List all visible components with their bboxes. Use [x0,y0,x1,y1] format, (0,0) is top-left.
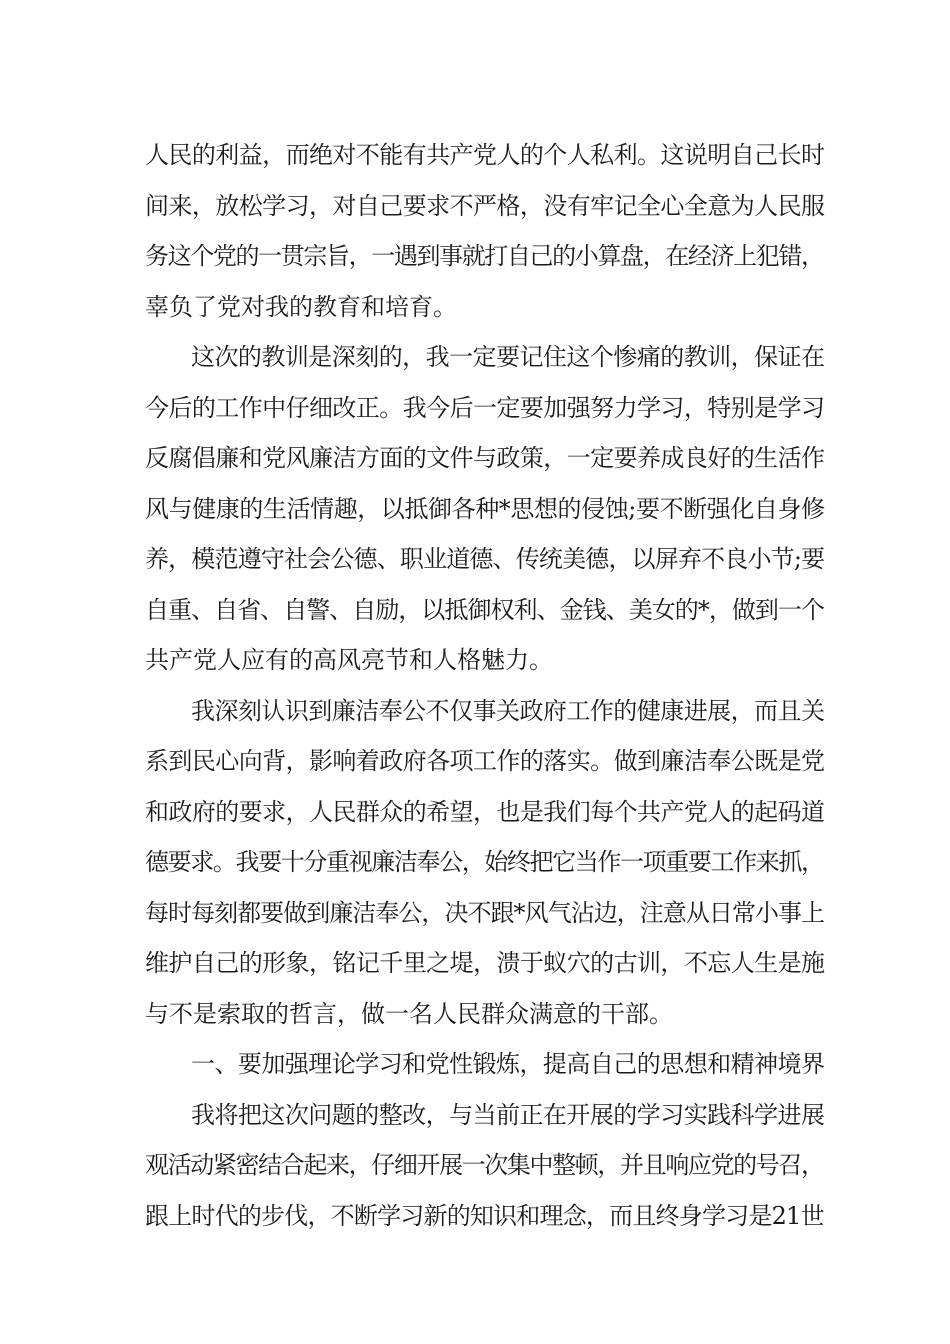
text-line: 共产党人应有的高风亮节和人格魅力。 [145,646,553,674]
paragraph-first-line: 我深刻认识到廉洁奉公不仅事关政府工作的健康进展，而且关 [191,696,825,725]
text-line: 维护自己的形象，铭记千里之堤，溃于蚁穴的古训，不忘人生是施 [145,949,825,977]
text-line: 和政府的要求，人民群众的希望，也是我们每个共产党人的起码道 [145,797,825,826]
text-line: 今后的工作中仔细改正。我今后一定要加强努力学习，特别是学习 [145,393,825,422]
text-line: 风与健康的生活情趣，以抵御各种*思想的侵蚀;要不断强化自身修 [145,494,825,523]
text-line: 德要求。我要十分重视廉洁奉公，始终把它当作一项重要工作来抓， [145,848,824,876]
document-body [145,130,825,1241]
text-line: 反腐倡廉和党风廉洁方面的文件与政策，一定要养成良好的生活作 [145,444,825,472]
text-line: 观活动紧密结合起来，仔细开展一次集中整顿，并且响应党的号召， [145,1151,824,1179]
text-line: 跟上时代的步伐，不断学习新的知识和理念，而且终身学习是21世 [145,1201,824,1230]
text-line: 间来，放松学习，对自己要求不严格，没有牢记全心全意为人民服 [145,191,825,220]
text-line: 辜负了党对我的教育和培育。 [145,292,457,321]
text-line: 与不是索取的哲言，做一名人民群众满意的干部。 [145,999,673,1028]
text-line: 务这个党的一贯宗旨，一遇到事就打自己的小算盘，在经济上犯错， [145,242,824,270]
section-heading: 一、要加强理论学习和党性锻炼，提高自己的思想和精神境界 [191,1050,825,1078]
text-line: 每时每刻都要做到廉洁奉公，决不跟*风气沾边，注意从日常小事上 [145,898,825,927]
paragraph-first-line: 这次的教训是深刻的，我一定要记住这个惨痛的教训，保证在 [191,343,825,371]
text-line: 系到民心向背，影响着政府各项工作的落实。做到廉洁奉公既是党 [145,747,825,775]
text-line: 人民的利益，而绝对不能有共产党人的个人私利。这说明自己长时 [145,141,825,169]
text-line: 自重、自省、自警、自励，以抵御权利、金钱、美女的*，做到一个 [145,595,825,624]
text-line: 养，模范遵守社会公德、职业道德、传统美德，以屏弃不良小节;要 [145,545,825,573]
paragraph-first-line: 我将把这次问题的整改，与当前正在开展的学习实践科学进展 [191,1100,825,1129]
